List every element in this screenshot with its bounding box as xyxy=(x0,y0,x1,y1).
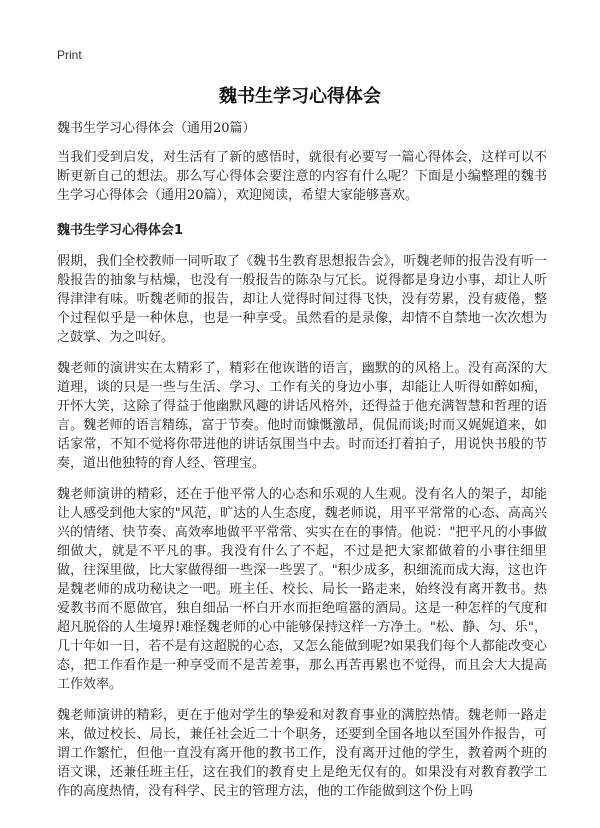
document-body xyxy=(57,119,547,813)
body-paragraph-3: 魏老师演讲的精彩，还在于他平常人的心态和乐观的人生观。没有名人的架子，却能让人感受到他大家的"风范，旷达的人生态度，魏老师说，用平平常常的心态、高高兴兴的情绪、快节奏、高效率地做平平常常、实实在在的事情。他说："把平凡的小事做细做大，就是不平凡的事。我没有什么了不起，不过是把大家都做着的小事往细里做，往深里做，比大家做得细一些深一些罢了。"积少成多，积细流而成大海，这也许是魏老师的成功秘诀之一吧。班主任、校长、局长一路走来，始终没有离开教书。热爱教书而不愿做官，独自细品一杯白开水而拒绝喧嚣的酒局。这是一种怎样的气度和超凡脱俗的人生境界!难怪魏老师的心中能够保持这样一方净土。"松、静、匀、乐"，几十年如一日，若不是有这超脱的心态，又怎么能做到呢?如果我们每个人都能改变心态，把工作看作是一种享受而不是苦差事，那么再苦再累也不觉得，而且会大大提高工作效率。 xyxy=(57,487,547,692)
body-paragraph-2: 魏老师的演讲实在太精彩了，精彩在他诙谐的语言，幽默的的风格上。没有高深的大道理，谈的只是一些与生活、学习、工作有关的身边小事，却能让人听得如醉如痴，开怀大笑，这除了得益于他幽默风趣的讲话风格外，还得益于他充满智慧和哲理的语言。魏老师的语言精练，富于节奏。他时而慷慨激昂，侃侃而谈;时而又娓娓道来，如话家常，不知不觉将你带进他的讲话氛围当中去。时而还打着拍子，用说快书般的节奏，道出他独特的育人经、管理宝。 xyxy=(57,361,547,471)
intro-paragraph: 当我们受到启发，对生活有了新的感悟时，就很有必要写一篇心得体会，这样可以不断更新自己的想法。那么写心得体会要注意的内容有什么呢？下面是小编整理的魏书生学习心得体会（通用20篇），欢迎阅读，希望大家能够喜欢。 xyxy=(57,150,547,203)
print-link[interactable]: Print xyxy=(57,48,82,62)
page-title: 魏书生学习心得体会 xyxy=(219,86,381,107)
section-heading: 魏书生学习心得体会1 xyxy=(57,223,184,238)
body-paragraph-4: 魏老师演讲的精彩，更在于他对学生的挚爱和对教育事业的满腔热情。魏老师一路走来，做过校长、局长，兼任社会近二十个职务，还要到全国各地以至国外作报告，可谓工作繁忙，但他一直没有离开他的教书工作，没有离开过他的学生，教着两个班的语文课，还兼任班主任，这在我们的教育史上是绝无仅有的。如果没有对教育教学工作的高度热情，没有科学、民主的管理方法，他的工作能做到这个份上吗 xyxy=(57,708,547,799)
body-paragraph-1: 假期，我们全校教师一同听取了《魏书生教育思想报告会》，听魏老师的报告没有听一般报告的抽象与枯燥，也没有一般报告的陈杂与冗长。说得都是身边小事，却让人听得津津有味。听魏老师的报告，却让人觉得时间过得飞快，没有劳累，没有疲倦，整个过程似乎是一种休息，也是一种享受。虽然看的是录像，却情不自禁地一次次想为之鼓掌、为之叫好。 xyxy=(57,254,547,345)
document-subtitle: 魏书生学习心得体会（通用20篇） xyxy=(57,121,256,136)
